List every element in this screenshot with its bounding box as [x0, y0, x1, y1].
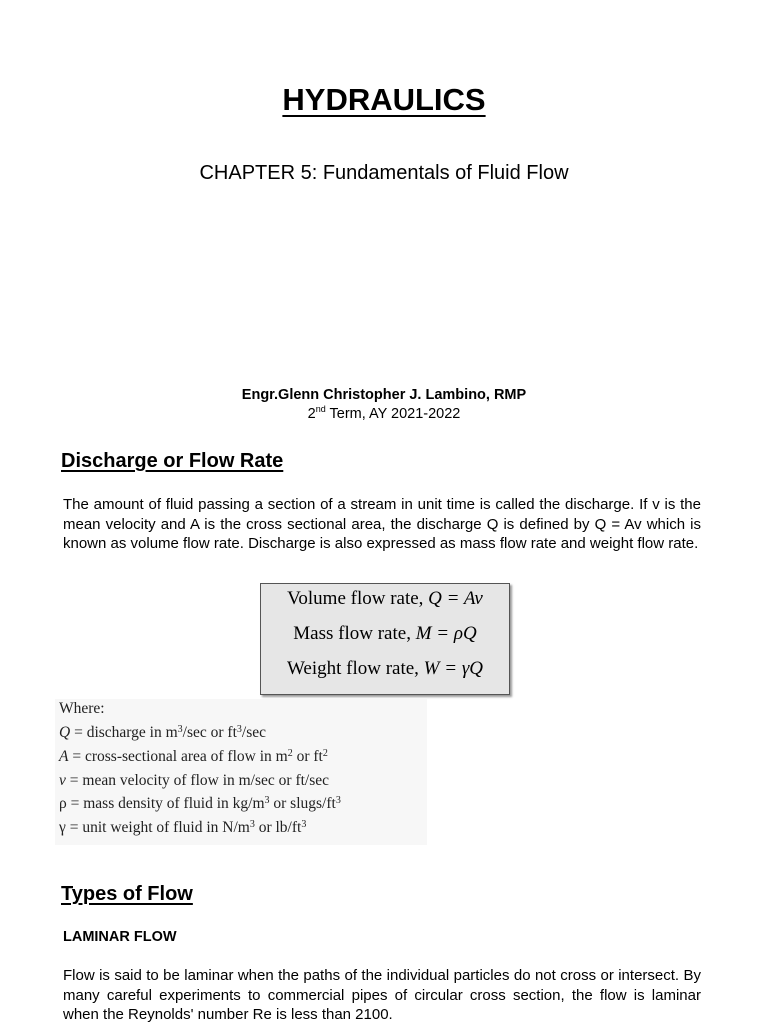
where-label: Where: [59, 700, 105, 717]
definition-q-text: /sec or ft [182, 724, 237, 741]
superscript: 3 [301, 819, 307, 830]
laminar-flow-heading: LAMINAR FLOW [63, 929, 177, 945]
superscript: 3 [264, 795, 270, 806]
symbol-v: v [59, 772, 66, 789]
mass-flow-equation: M = ρQ [415, 623, 477, 644]
volume-flow-formula [261, 588, 509, 610]
discharge-heading: Discharge or Flow Rate [61, 450, 284, 472]
flow-rate-formula-box [260, 583, 510, 695]
symbol-a: A [59, 748, 69, 765]
mass-flow-label: Mass flow rate, [293, 623, 416, 644]
superscript: 3 [236, 724, 242, 735]
definition-a [59, 748, 328, 766]
definition-gamma-text: or lb/ft [254, 819, 302, 836]
definition-v [59, 772, 329, 790]
definition-a-text: = cross-sectional area of flow in m [68, 748, 288, 765]
document-title: HYDRAULICS [282, 82, 486, 117]
symbol-rho: ρ [59, 795, 67, 812]
chapter-subtitle: CHAPTER 5: Fundamentals of Fluid Flow [199, 162, 569, 184]
term-line [0, 406, 768, 422]
types-of-flow-heading: Types of Flow [61, 883, 193, 905]
definition-a-text: or ft [292, 748, 323, 765]
weight-flow-label: Weight flow rate, [286, 658, 424, 679]
definition-gamma [59, 819, 306, 837]
term-text: Term, AY 2021-2022 [325, 406, 461, 422]
mass-flow-formula [261, 623, 509, 645]
superscript: 3 [177, 724, 183, 735]
superscript: 2 [287, 748, 293, 759]
author-name: Engr.Glenn Christopher J. Lambino, RMP [241, 387, 527, 403]
superscript: 2 [322, 748, 328, 759]
volume-flow-label: Volume flow rate, [287, 588, 429, 609]
discharge-paragraph: The amount of fluid passing a section of a stream in unit time is called the discharge. If v is the mean velocity and A is the cross sectional area, the discharge Q is defined by Q = Av which is known as volume flow rate. Discharge is also expressed as mass flow rate and weight flow rate. [63, 496, 701, 552]
superscript: 3 [249, 819, 255, 830]
definition-q-text: /sec [241, 724, 267, 741]
term-ordinal-suffix: nd [315, 404, 326, 414]
definition-q-text: = discharge in m [70, 724, 178, 741]
laminar-flow-paragraph: Flow is said to be laminar when the paths of the individual particles do not cross or intersect. By many careful experiments to commercial pipes of circular cross section, the flow is laminar when the Reynolds' number Re is less than 2100. [63, 967, 701, 1023]
variable-definitions [55, 699, 427, 845]
symbol-q: Q [59, 724, 71, 741]
definition-gamma-text: = unit weight of fluid in N/m [65, 819, 250, 836]
definition-rho-text: = mass density of fluid in kg/m [66, 795, 265, 812]
weight-flow-formula [261, 658, 509, 680]
symbol-gamma: γ [59, 819, 66, 836]
definition-rho-text: or slugs/ft [269, 795, 336, 812]
volume-flow-equation: Q = Av [428, 588, 483, 609]
term-number: 2 [307, 406, 316, 422]
definition-rho [59, 795, 341, 813]
superscript: 3 [335, 795, 341, 806]
definition-v-text: = mean velocity of flow in m/sec or ft/sec [65, 772, 330, 789]
weight-flow-equation: W = γQ [423, 658, 484, 679]
definition-q [59, 724, 266, 742]
